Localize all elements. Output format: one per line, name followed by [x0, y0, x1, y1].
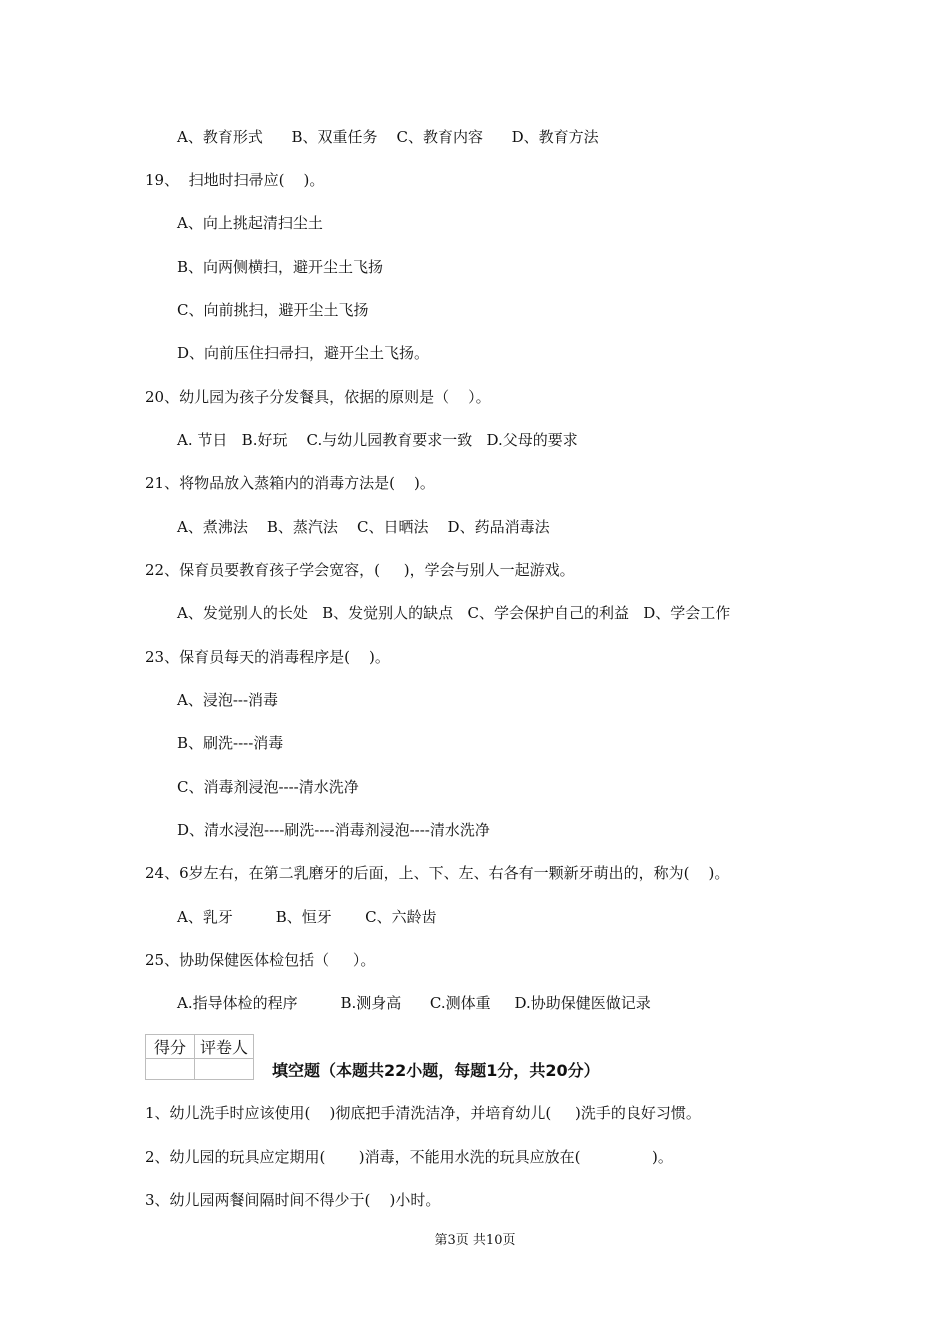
option-line: A、发觉别人的长处 B、发觉别人的缺点 C、学会保护自己的利益 D、学会工作 — [177, 604, 731, 622]
option-line: A、教育形式 B、双重任务 C、教育内容 D、教育方法 — [177, 128, 599, 146]
question-line: 1、幼儿洗手时应该使用( )彻底把手清洗洁净，并培育幼儿( )洗手的良好习惯。 — [145, 1104, 701, 1122]
option-line: B、刷洗----消毒 — [177, 734, 284, 752]
score-table-header-row — [146, 1035, 254, 1059]
option-line: A、浸泡---消毒 — [177, 691, 279, 709]
question-line: 22、保育员要教育孩子学会宽容，( )，学会与别人一起游戏。 — [145, 561, 575, 579]
option-line: A.指导体检的程序 B.测身高 C.测体重 D.协助保健医做记录 — [177, 994, 651, 1012]
question-line: 3、幼儿园两餐间隔时间不得少于( )小时。 — [145, 1191, 441, 1209]
question-line: 20、幼儿园为孩子分发餐具，依据的原则是（ ）。 — [145, 388, 491, 406]
option-line: A、向上挑起清扫尘土 — [177, 214, 323, 232]
question-line: 25、协助保健医体检包括（ ）。 — [145, 951, 376, 969]
section-title: 填空题（本题共22小题，每题1分，共20分） — [272, 1061, 600, 1080]
option-line: C、消毒剂浸泡----清水洗净 — [177, 778, 359, 796]
score-cell — [146, 1059, 195, 1080]
option-line: A、煮沸法 B、蒸汽法 C、日晒法 D、药品消毒法 — [177, 518, 550, 536]
option-line: B、向两侧横扫，避开尘土飞扬 — [177, 258, 384, 276]
question-line: 21、将物品放入蒸箱内的消毒方法是( )。 — [145, 474, 435, 492]
option-line: A、乳牙 B、恒牙 C、六龄齿 — [177, 908, 437, 926]
page-footer: 第3页 共10页 — [434, 1233, 516, 1248]
reviewer-label: 评卷人 — [195, 1035, 254, 1059]
option-line: D、清水浸泡----刷洗----消毒剂浸泡----清水洗净 — [177, 821, 490, 839]
question-line: 24、6岁左右，在第二乳磨牙的后面，上、下、左、右各有一颗新牙萌出的，称为( )。 — [145, 864, 730, 882]
score-table — [145, 1034, 254, 1080]
option-line: C、向前挑扫，避开尘土飞扬 — [177, 301, 369, 319]
score-table-blank-row — [146, 1059, 254, 1080]
question-line: 23、保育员每天的消毒程序是( )。 — [145, 648, 390, 666]
option-line: D、向前压住扫帚扫，避开尘土飞扬。 — [177, 344, 430, 362]
question-line: 2、幼儿园的玩具应定期用( )消毒，不能用水洗的玩具应放在( )。 — [145, 1148, 673, 1166]
question-line: 19、 扫地时扫帚应( )。 — [145, 171, 325, 189]
score-label: 得分 — [146, 1035, 195, 1059]
option-line: A. 节日 B.好玩 C.与幼儿园教育要求一致 D.父母的要求 — [177, 431, 578, 449]
reviewer-cell — [195, 1059, 254, 1080]
